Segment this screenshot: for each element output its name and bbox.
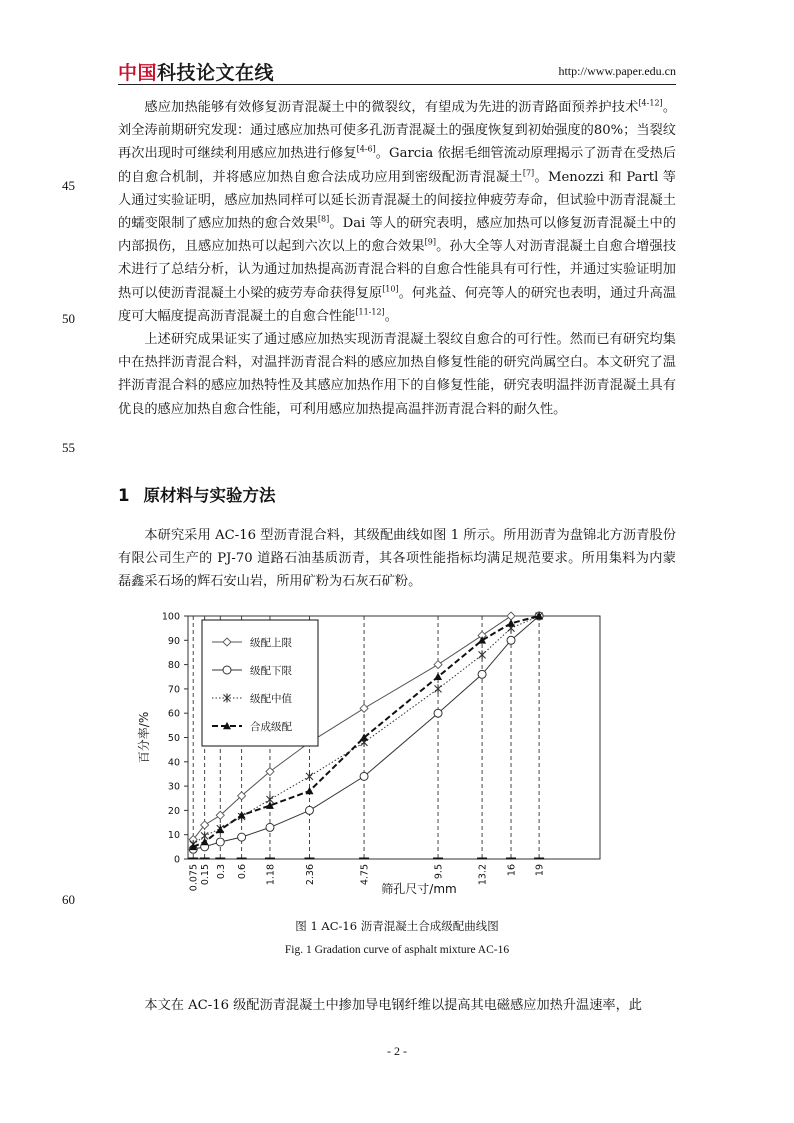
x-tick-label: 1.18 bbox=[265, 864, 277, 886]
sieve-marker bbox=[433, 858, 443, 860]
citation-ref[interactable]: [8] bbox=[317, 214, 330, 224]
logo-red-text: 中国 bbox=[118, 62, 158, 84]
y-tick-label: 70 bbox=[167, 684, 180, 696]
y-tick-label: 0 bbox=[173, 854, 180, 866]
data-point-series-2 bbox=[238, 833, 246, 841]
x-tick-label: 9.5 bbox=[433, 864, 445, 880]
x-tick-label: 16 bbox=[506, 864, 518, 877]
y-tick-label: 40 bbox=[167, 757, 180, 769]
sieve-marker bbox=[215, 858, 225, 860]
text-segment: 感应加热能够有效修复沥青混凝土中的微裂纹，有望成为先进的沥青路面预养护技术 bbox=[144, 100, 639, 115]
text-segment: 。Dai 等人的研究表明，感应加热可以修复沥青混凝土中的内部损伤，且感应加热可以起到六次以上的愈合效果 bbox=[118, 216, 676, 255]
line-number: 60 bbox=[62, 892, 75, 907]
section-title: 原材料与实验方法 bbox=[143, 486, 276, 505]
data-point-series-4 bbox=[508, 620, 515, 627]
text-segment: 。 bbox=[384, 308, 398, 324]
x-tick-label: 0.6 bbox=[237, 864, 249, 880]
sieve-marker bbox=[477, 858, 487, 860]
materials-paragraph: 本研究采用 AC-16 型沥青混合料，其级配曲线如图 1 所示。所用沥青为盘锦北方沥青股份有限公司生产的 PJ-70 道路石油基质沥青，其各项性能指标均满足规范要求。所用集料为内蒙磊鑫采石场的辉石安山岩，所用矿粉为石灰石矿粉。 bbox=[118, 528, 676, 590]
data-point-series-2 bbox=[434, 709, 442, 717]
x-tick-label: 4.75 bbox=[359, 864, 371, 886]
sieve-marker bbox=[359, 858, 369, 860]
data-point-series-4 bbox=[238, 812, 245, 819]
page-number: - 2 - bbox=[387, 1044, 407, 1058]
data-point-series-2 bbox=[478, 670, 486, 678]
sieve-marker bbox=[200, 858, 210, 860]
legend-marker bbox=[223, 666, 231, 674]
data-point-series-2 bbox=[305, 806, 313, 814]
sieve-marker bbox=[265, 858, 275, 860]
citation-ref[interactable]: [11-12] bbox=[355, 307, 385, 317]
data-point-series-4 bbox=[306, 787, 313, 794]
text-segment: 。Menozzi 和 Partl 等人通过实验证明，感应加热同样可以延长沥青混凝土的间接拉伸疲劳寿命，但试验中沥青混凝土的蠕变限制了感应加热的愈合效果 bbox=[118, 169, 676, 232]
sieve-marker bbox=[237, 858, 247, 860]
data-point-series-2 bbox=[360, 772, 368, 780]
text-segment: 。Garcia 依据毛细管流动原理揭示了沥青在受热后的自愈合机制，并将感应加热自愈合法成功应用到密级配沥青混凝土 bbox=[118, 146, 677, 185]
y-tick-label: 30 bbox=[167, 781, 180, 793]
intro-paragraph-2: 上述研究成果证实了通过感应加热实现沥青混凝土裂纹自愈合的可行性。然而已有研究均集中在热拌沥青混合料，对温拌沥青混合料的感应加热自修复性能的研究尚属空白。本文研究了温拌沥青混合料的感应加热特性及其感应加热作用下的自修复性能，研究表明温拌沥青混凝土具有优良的感应加热自愈合性能，可利用感应加热提高温拌沥青混合料的耐久性。 bbox=[118, 332, 676, 417]
figure-caption-en: Fig. 1 Gradation curve of asphalt mixture AC-16 bbox=[284, 944, 510, 956]
gradation-chart bbox=[128, 606, 608, 896]
data-point-series-2 bbox=[266, 823, 274, 831]
intro-paragraph-1 bbox=[118, 96, 676, 328]
citation-ref[interactable]: [4-6] bbox=[356, 145, 376, 155]
data-point-series-4 bbox=[435, 673, 442, 680]
legend-label: 级配下限 bbox=[250, 665, 292, 677]
section-number: 1 bbox=[118, 486, 130, 505]
sieve-marker bbox=[304, 858, 314, 860]
citation-ref[interactable]: [4-12] bbox=[638, 98, 663, 108]
text-segment: 。何兆益、何亮等人的研究也表明，通过升高温度可大幅度提高沥青混凝土的自愈合性能 bbox=[118, 285, 677, 324]
x-tick-label: 19 bbox=[534, 864, 546, 877]
text-segment: 。孙大全等人对沥青混凝土自愈合增强技术进行了总结分析，认为通过加热提高沥青混合料的自愈合性能具有可行性，并通过实验证明加热可以使沥青混凝土小梁的疲劳寿命获得复原 bbox=[118, 239, 677, 301]
line-number: 55 bbox=[62, 440, 75, 455]
x-tick-label: 0.075 bbox=[188, 864, 200, 892]
figure-caption-cn: 图 1 AC-16 沥青混凝土合成级配曲线图 bbox=[295, 919, 499, 933]
x-tick-label: 13.2 bbox=[477, 864, 489, 886]
data-point-series-3 bbox=[306, 772, 313, 781]
x-tick-label: 0.15 bbox=[200, 864, 212, 886]
sieve-marker bbox=[506, 858, 516, 860]
data-point-series-3 bbox=[479, 650, 486, 659]
data-point-series-1 bbox=[434, 661, 442, 669]
x-tick-label: 2.36 bbox=[304, 864, 316, 886]
data-point-series-1 bbox=[507, 612, 515, 620]
y-axis-label: 百分率/% bbox=[137, 711, 151, 764]
text-segment: 。刘全涛前期研究发现：通过感应加热可使多孔沥青混凝土的强度恢复到初始强度的80%；当裂纹再次出现时可继续利用感应加热进行修复 bbox=[118, 100, 677, 162]
sieve-marker bbox=[188, 858, 198, 860]
citation-ref[interactable]: [10] bbox=[382, 284, 399, 294]
legend-label: 级配上限 bbox=[250, 637, 292, 649]
materials-text bbox=[118, 524, 676, 594]
journal-logo bbox=[118, 58, 274, 85]
legend-label: 级配中值 bbox=[250, 693, 292, 705]
y-tick-label: 100 bbox=[161, 611, 180, 623]
data-point-series-3 bbox=[435, 684, 442, 693]
legend-label: 合成级配 bbox=[250, 721, 292, 733]
section-heading bbox=[118, 482, 275, 506]
y-tick-label: 20 bbox=[167, 805, 180, 817]
sieve-marker bbox=[534, 858, 544, 860]
data-point-series-2 bbox=[216, 838, 224, 846]
closing-paragraph: 本文在 AC-16 级配沥青混凝土中掺加导电钢纤维以提高其电磁感应加热升温速率，此 bbox=[144, 998, 642, 1013]
citation-ref[interactable]: [7] bbox=[522, 168, 535, 178]
page-header bbox=[118, 56, 676, 85]
intro-text bbox=[118, 96, 676, 421]
data-point-series-2 bbox=[507, 636, 515, 644]
x-tick-label: 0.3 bbox=[215, 864, 227, 880]
y-tick-label: 80 bbox=[167, 660, 180, 672]
data-point-series-1 bbox=[360, 704, 368, 712]
y-tick-label: 50 bbox=[167, 733, 180, 744]
y-tick-label: 10 bbox=[167, 830, 180, 842]
header-url[interactable]: http://www.paper.edu.cn bbox=[558, 64, 676, 78]
line-number: 50 bbox=[62, 311, 75, 326]
line-number: 45 bbox=[62, 178, 75, 193]
logo-dark-text: 科技论文在线 bbox=[157, 62, 275, 84]
data-point-series-4 bbox=[201, 838, 208, 845]
y-tick-label: 90 bbox=[167, 635, 180, 647]
citation-ref[interactable]: [9] bbox=[424, 237, 437, 247]
y-tick-label: 60 bbox=[167, 708, 180, 720]
x-axis-label: 筛孔尺寸/mm bbox=[381, 882, 457, 896]
